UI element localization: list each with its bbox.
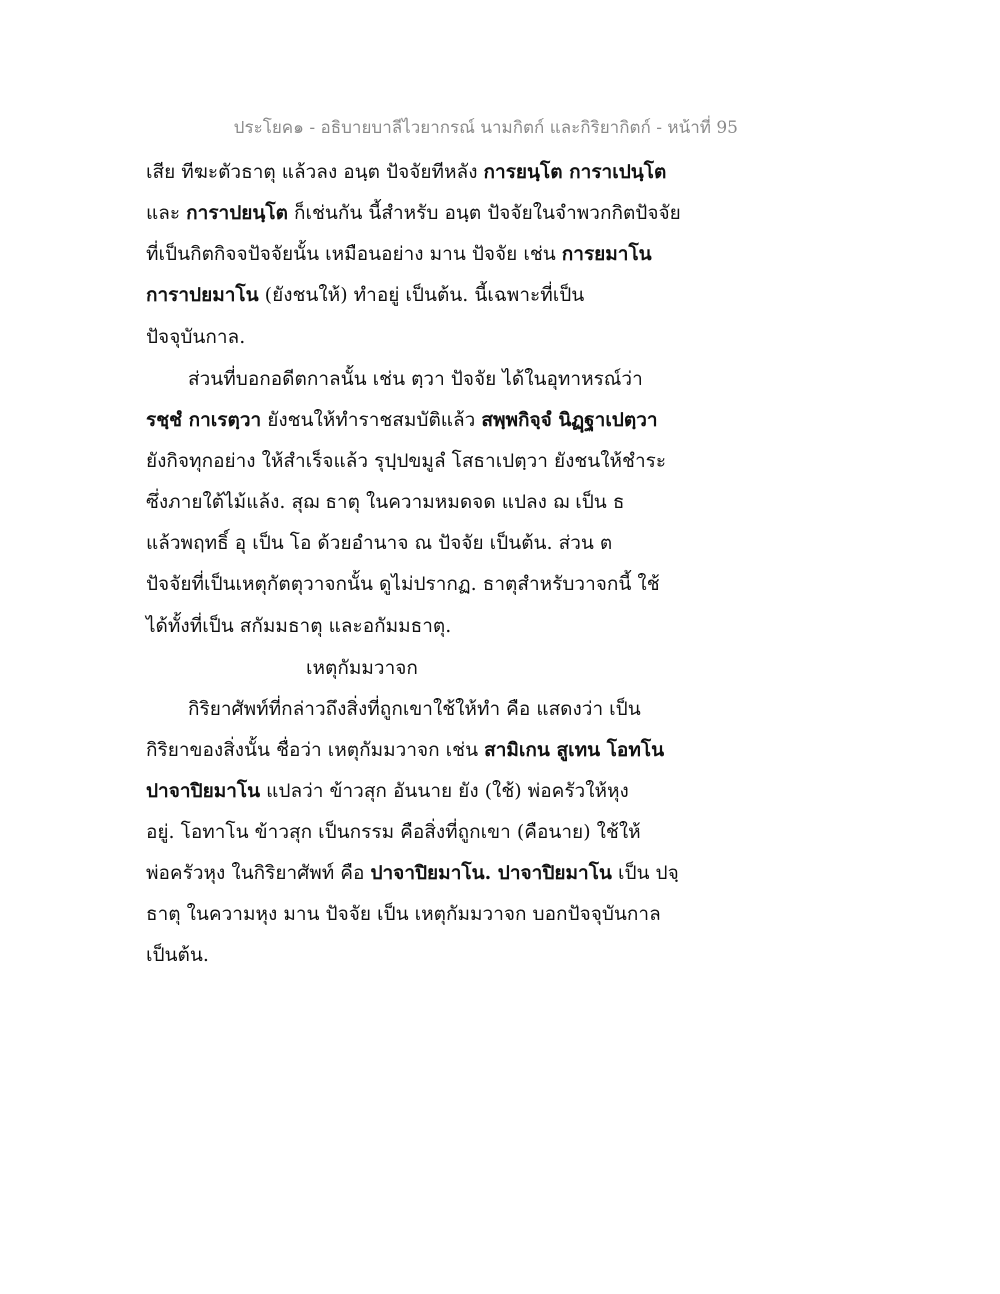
text-segment: กิริยาของสิ่งนั้น ชื่อว่า เหตุกัมมวาจก เช่น <box>146 739 485 761</box>
text-segment: ปัจจัยที่เป็นเหตุกัตตุวาจกนั้น ดูไม่ปรากฏ. ธาตุสำหรับวาจกนี้ ใช้ <box>146 573 660 595</box>
bold-term: การยนฺโต การาเปนฺโต <box>483 161 667 183</box>
text-segment: กิริยาศัพท์ที่กล่าวถึงสิ่งที่ถูกเขาใช้ให้ทำ คือ แสดงว่า เป็น <box>188 698 641 720</box>
text-line <box>146 359 706 400</box>
bold-term: รชฺชํ กาเรตฺวา <box>146 409 262 431</box>
text-segment: เหตุกัมมวาจก <box>306 657 418 679</box>
bold-term: การาปยมาโน <box>146 284 259 306</box>
text-line <box>146 730 706 771</box>
text-line <box>146 275 706 316</box>
text-line <box>146 523 706 564</box>
text-line <box>146 812 706 853</box>
section-heading <box>146 648 706 689</box>
text-line <box>146 316 706 359</box>
bold-term: การยมาโน <box>561 243 652 265</box>
text-line <box>146 400 706 441</box>
text-segment: ซึ่งภายใต้ไม้แล้ง. สุฌ ธาตุ ในความหมดจด แปลง ฌ เป็น ธ <box>146 491 625 513</box>
bold-term: สามิเกน สูเทน โอทโน <box>484 739 665 761</box>
text-line <box>146 605 706 648</box>
text-segment: พ่อครัวหุง ในกิริยาศัพท์ คือ <box>146 862 371 884</box>
bold-term: ปาจาปิยมาโน. ปาจาปิยมาโน <box>370 862 612 884</box>
text-line <box>146 564 706 605</box>
text-segment: แปลว่า ข้าวสุก อันนาย ยัง (ใช้) พ่อครัวให้หุง <box>260 780 629 802</box>
text-line <box>146 234 706 275</box>
text-line <box>146 853 706 894</box>
text-line <box>146 771 706 812</box>
page-header: ประโยค๑ - อธิบายบาลีไวยากรณ์ นามกิตก์ และกิริยากิตก์ - หน้าที่ 95 <box>233 118 738 138</box>
text-segment: อยู่. โอทาโน ข้าวสุก เป็นกรรม คือสิ่งที่ถูกเขา (คือนาย) ใช้ให้ <box>146 821 641 843</box>
text-segment: ที่เป็นกิตกิจจปัจจัยนั้น เหมือนอย่าง มาน ปัจจัย เช่น <box>146 243 562 265</box>
bold-term: ปาจาปิยมาโน <box>146 780 261 802</box>
text-segment: ปัจจุบันกาล. <box>146 326 246 348</box>
text-segment: เป็นต้น. <box>146 944 209 966</box>
text-segment: เสีย ทีฆะตัวธาตุ แล้วลง อนฺต ปัจจัยทีหลัง <box>146 161 484 183</box>
text-line <box>146 152 706 193</box>
text-segment: ยังชนให้ทำราชสมบัติแล้ว <box>261 409 482 431</box>
text-line <box>146 193 706 234</box>
text-segment: ก็เช่นกัน นี้สำหรับ อนฺต ปัจจัยในจำพวกกิตปัจจัย <box>287 202 681 224</box>
bold-term: สพฺพกิจฺจํ นิฏฺฐาเปตฺวา <box>481 409 658 431</box>
bold-term: การาปยนฺโต <box>186 202 288 224</box>
text-segment: ได้ทั้งที่เป็น สกัมมธาตุ และอกัมมธาตุ. <box>146 615 452 637</box>
text-line <box>146 689 706 730</box>
text-segment: ส่วนที่บอกอดีตกาลนั้น เช่น ตฺวา ปัจจัย ได้ในอุทาหรณ์ว่า <box>188 368 643 390</box>
body-text <box>146 152 706 976</box>
text-line <box>146 894 706 935</box>
text-line <box>146 482 706 523</box>
text-segment: ธาตุ ในความหุง มาน ปัจจัย เป็น เหตุกัมมวาจก บอกปัจจุบันกาล <box>146 903 661 925</box>
text-segment: แล้วพฤทธิ์ อุ เป็น โอ ด้วยอำนาจ ณ ปัจจัย เป็นต้น. ส่วน ต <box>146 532 613 554</box>
text-segment: ยังกิจทุกอย่าง ให้สำเร็จแล้ว รุปฺปขมูลํ โสธาเปตฺวา ยังชนให้ชำระ <box>146 450 667 472</box>
text-line <box>146 441 706 482</box>
text-segment: (ยังชนให้) ทำอยู่ เป็นต้น. นี้เฉพาะที่เป็น <box>258 284 585 306</box>
text-segment: และ <box>146 202 187 224</box>
text-segment: เป็น ปจฺ <box>611 862 679 884</box>
text-line <box>146 935 706 976</box>
